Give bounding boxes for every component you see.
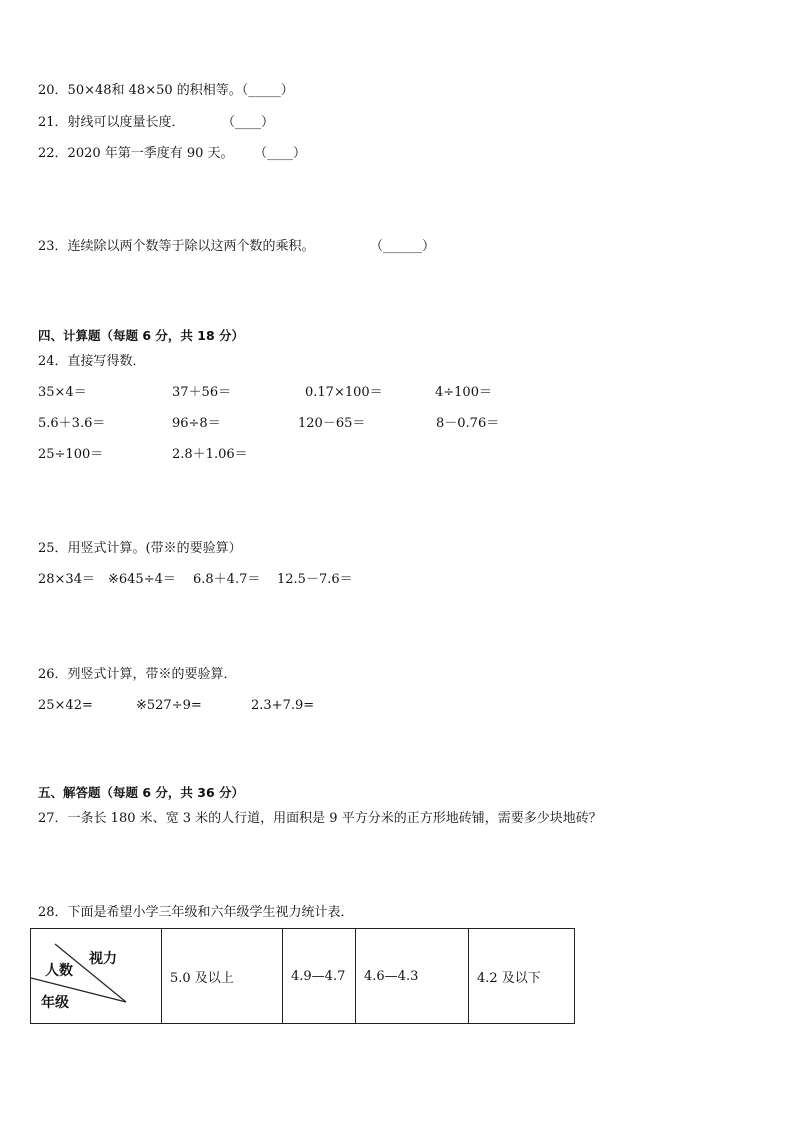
- diagonal-header-cell: [31, 929, 162, 1024]
- section-5-title: 五、解答题（每题 6 分，共 36 分）: [38, 785, 245, 800]
- calc-item: 5.6＋3.6＝: [38, 416, 106, 431]
- question-27: 27．一条长 180 米、宽 3 米的人行道，用面积是 9 平方分米的正方形地砖铺，需要多少块地砖？: [38, 811, 602, 826]
- calc-item: 12.5－7.6＝: [277, 572, 353, 587]
- question-22: 22．2020 年第一季度有 90 天。: [38, 146, 234, 161]
- question-25-title: 25．用竖式计算。(带※的要验算）: [38, 541, 242, 556]
- calc-item: ※527÷9=: [136, 698, 202, 713]
- header-vision-label: 视力: [89, 951, 117, 967]
- calc-item: 25×42=: [38, 698, 93, 713]
- calc-item: 37＋56＝: [172, 385, 232, 400]
- question-23-blank: （______）: [370, 239, 436, 254]
- calc-item: 0.17×100＝: [305, 385, 383, 400]
- question-21: 21．射线可以度量长度．: [38, 115, 185, 130]
- vision-statistics-table: [30, 928, 575, 1024]
- question-22-blank: （____）: [254, 146, 307, 161]
- table-row: [31, 929, 575, 1024]
- calc-item: 120－65＝: [298, 416, 366, 431]
- section-4-title: 四、计算题（每题 6 分，共 18 分）: [38, 328, 245, 343]
- question-24-title: 24．直接写得数．: [38, 354, 146, 369]
- calc-item: ※645÷4＝: [108, 572, 176, 587]
- header-people-label: 人数: [45, 963, 73, 979]
- table-header-cell: 5.0 及以上: [162, 929, 283, 1024]
- table-header-cell: 4.2 及以下: [469, 929, 575, 1024]
- calc-item: 28×34＝: [38, 572, 95, 587]
- calc-item: 4÷100＝: [435, 385, 492, 400]
- table-header-cell: 4.9—4.7: [283, 929, 356, 1024]
- calc-item: 35×4＝: [38, 385, 87, 400]
- calc-item: 2.3+7.9=: [251, 698, 315, 713]
- calc-item: 2.8＋1.06＝: [172, 447, 248, 462]
- question-20: 20．50×48和 48×50 的积相等。（_____）: [38, 83, 294, 98]
- calc-item: 25÷100＝: [38, 447, 104, 462]
- calc-item: 8－0.76＝: [436, 416, 500, 431]
- question-23: 23．连续除以两个数等于除以这两个数的乘积。: [38, 239, 315, 254]
- question-26-title: 26．列竖式计算，带※的要验算．: [38, 667, 237, 682]
- calc-item: 6.8＋4.7＝: [193, 572, 261, 587]
- table-header-cell: 4.6—4.3: [356, 929, 469, 1024]
- question-28-title: 28．下面是希望小学三年级和六年级学生视力统计表．: [38, 905, 354, 920]
- header-grade-label: 年级: [41, 995, 69, 1011]
- question-21-blank: （____）: [222, 115, 275, 130]
- calc-item: 96÷8＝: [172, 416, 221, 431]
